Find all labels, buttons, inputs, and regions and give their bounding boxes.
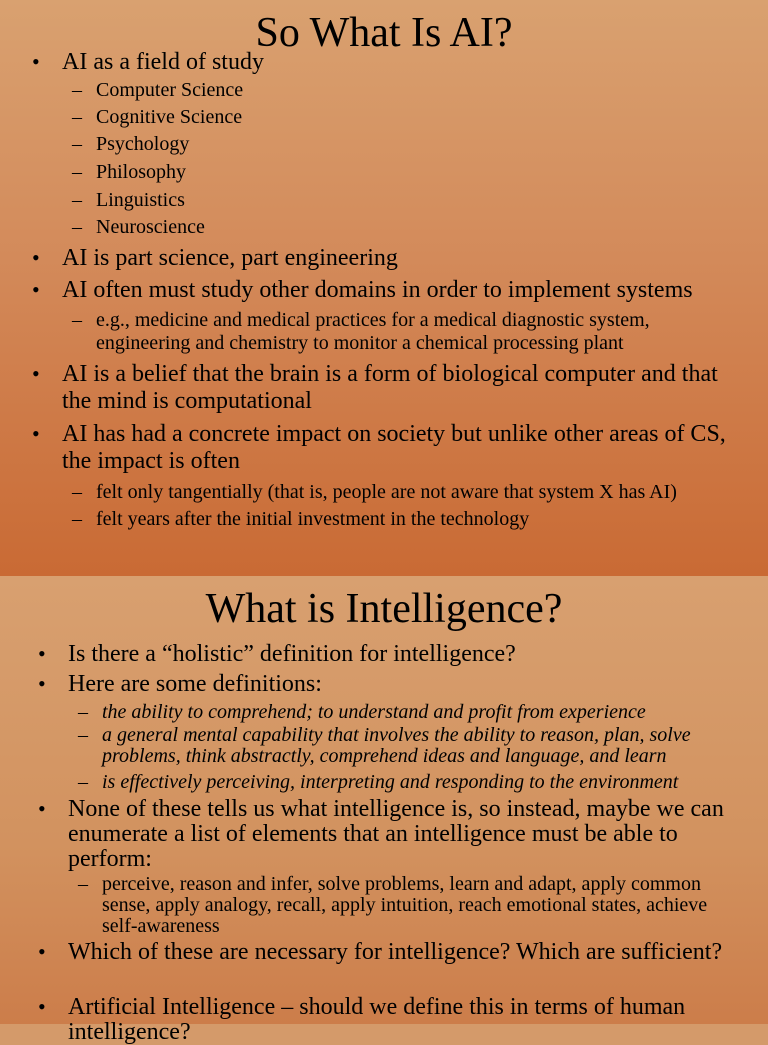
- bullet-other-domains: • AI often must study other domains in order to implement systems: [62, 277, 752, 304]
- sub-bullet-field: – Psychology: [96, 133, 736, 156]
- sub-bullet-definition: – a general mental capability that involves the ability to reason, plan, solve problems, think abstractly, comprehend ideas and language, and learn: [102, 725, 742, 767]
- sub-bullet-domain-example: – e.g., medicine and medical practices for a medical diagnostic system, engineering and chemistry to monitor a chemical processing plant: [96, 309, 736, 355]
- sub-bullet-field: – Linguistics: [96, 189, 736, 212]
- sub-bullet-field: – Neuroscience: [96, 216, 736, 239]
- sub-bullet-field: – Cognitive Science: [96, 106, 736, 129]
- sub-bullet-field: – Computer Science: [96, 79, 736, 102]
- sub-bullet-definition: – is effectively perceiving, interpreting and responding to the environment: [102, 771, 742, 794]
- slide-title: So What Is AI?: [255, 10, 513, 56]
- sub-bullet-field: – Philosophy: [96, 161, 736, 184]
- sub-bullet-definition: – the ability to comprehend; to understand and profit from experience: [102, 701, 742, 724]
- sub-bullet-impact: – felt only tangentially (that is, people are not aware that system X has AI): [96, 481, 746, 504]
- bullet-none-of-these: • None of these tells us what intelligence is, so instead, maybe we can enumerate a list of elements that an intelligence must be able to perform:: [68, 797, 748, 872]
- bullet-impact: • AI has had a concrete impact on society but unlike other areas of CS, the impact is often: [62, 421, 742, 475]
- sub-bullet-elements: – perceive, reason and infer, solve problems, learn and adapt, apply common sense, apply analogy, recall, apply intuition, reach emotional states, achieve self-awareness: [102, 874, 722, 937]
- bullet-field-of-study: • AI as a field of study: [62, 49, 752, 76]
- bullet-holistic: • Is there a “holistic” definition for intelligence?: [68, 641, 748, 668]
- bullet-brain-computer: • AI is a belief that the brain is a form of biological computer and that the mind is computational: [62, 361, 742, 415]
- slide-what-is-intelligence: [0, 576, 768, 1045]
- sub-bullet-impact: – felt years after the initial investment in the technology: [96, 508, 746, 531]
- slide-title: What is Intelligence?: [205, 586, 563, 632]
- bullet-artificial-intelligence: • Artificial Intelligence – should we define this in terms of human intelligence?: [68, 995, 748, 1045]
- bullet-definitions: • Here are some definitions:: [68, 671, 748, 698]
- bullet-science-engineering: • AI is part science, part engineering: [62, 245, 752, 272]
- bullet-necessary-sufficient: • Which of these are necessary for intelligence? Which are sufficient?: [68, 940, 728, 965]
